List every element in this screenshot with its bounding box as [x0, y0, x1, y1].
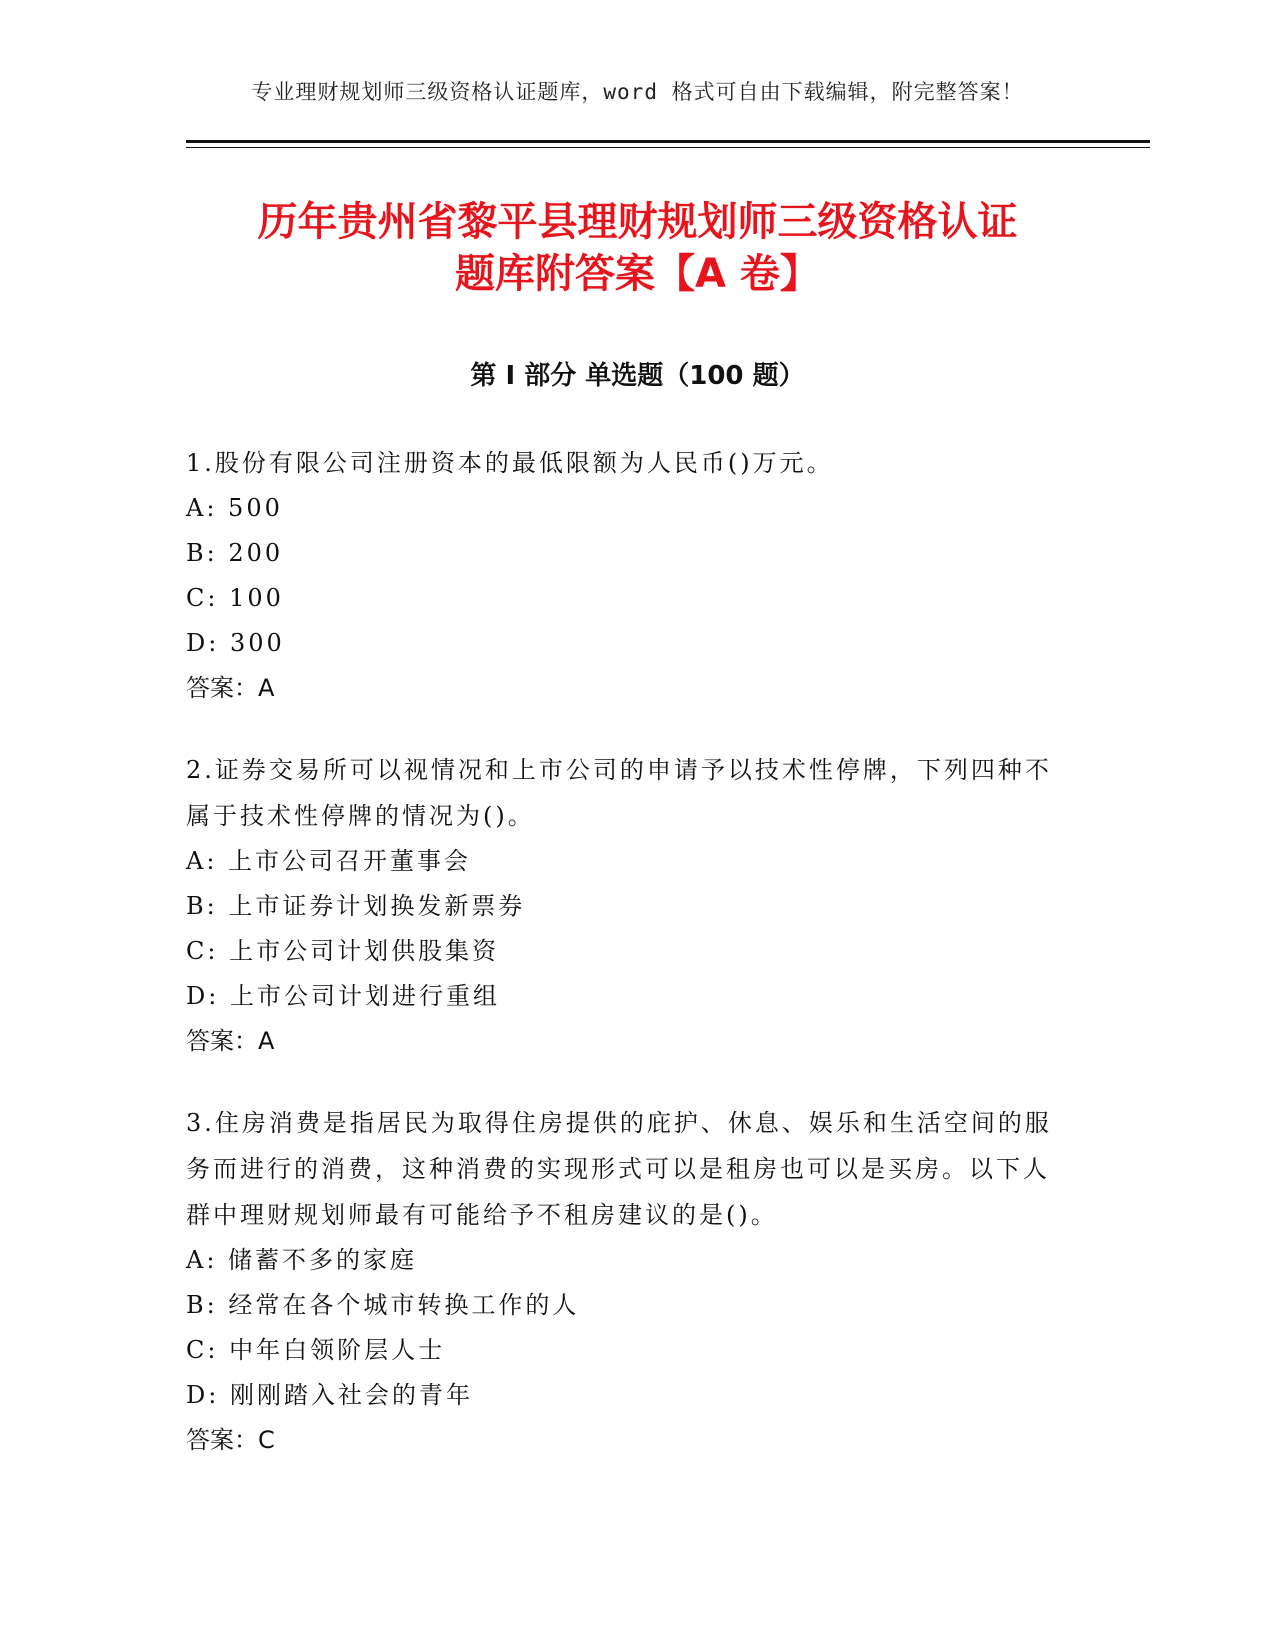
- question-stem: 3.住房消费是指居民为取得住房提供的庇护、休息、娱乐和生活空间的服务而进行的消费，这种消费的实现形式可以是租房也可以是买房。以下人群中理财规划师最有可能给予不租房建议的是()。: [186, 1109, 1052, 1229]
- option-b: B: 200: [186, 539, 284, 567]
- document-title-line1: 历年贵州省黎平县理财规划师三级资格认证: [257, 199, 1018, 245]
- question-2: [186, 747, 1056, 1064]
- option-a: A: 上市公司召开董事会: [186, 847, 472, 875]
- option-a: A: 500: [186, 494, 283, 522]
- option-a: A: 储蓄不多的家庭: [186, 1246, 418, 1274]
- question-3: [186, 1100, 1056, 1463]
- option-d: D: 上市公司计划进行重组: [186, 982, 500, 1010]
- option-c: C: 中年白领阶层人士: [186, 1336, 446, 1364]
- answer: 答案：A: [186, 1027, 275, 1055]
- question-1: [186, 440, 1056, 711]
- answer: 答案：C: [186, 1426, 275, 1454]
- question-list: [186, 440, 1056, 1499]
- question-stem: 2.证券交易所可以视情况和上市公司的申请予以技术性停牌，下列四种不属于技术性停牌的情况为()。: [186, 756, 1052, 830]
- option-c: C: 上市公司计划供股集资: [186, 937, 500, 965]
- option-b: B: 经常在各个城市转换工作的人: [186, 1291, 580, 1319]
- option-c: C: 100: [186, 584, 284, 612]
- header-rule-thin: [186, 147, 1150, 148]
- document-title-line2: 题库附答案【A 卷】: [455, 251, 820, 297]
- answer: 答案：A: [186, 674, 275, 702]
- option-d: D: 刚刚踏入社会的青年: [186, 1381, 473, 1409]
- question-stem: 1.股份有限公司注册资本的最低限额为人民币()万元。: [186, 449, 834, 477]
- header-rule-thick: [186, 140, 1150, 143]
- document-title: [150, 196, 1125, 300]
- header-note: 专业理财规划师三级资格认证题库，word 格式可自由下载编辑，附完整答案！: [251, 80, 1024, 104]
- section-title: 第 I 部分 单选题（100 题）: [470, 361, 805, 391]
- option-b: B: 上市证券计划换发新票券: [186, 892, 526, 920]
- option-d: D: 300: [186, 629, 285, 657]
